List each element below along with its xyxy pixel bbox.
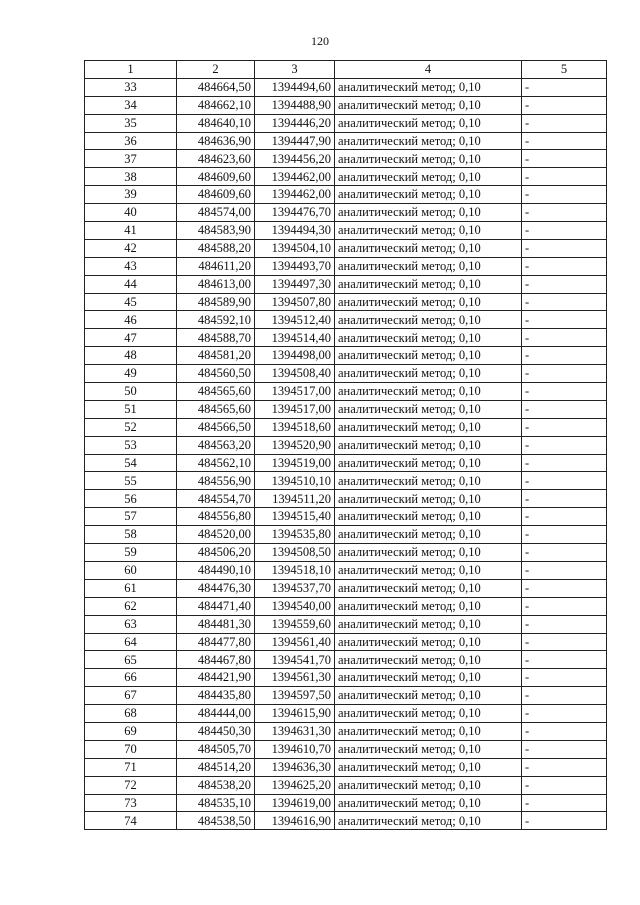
method-accuracy-cell: аналитический метод; 0,10 [335,812,522,830]
x-coordinate-cell: 484588,20 [177,239,255,257]
point-number-cell: 42 [85,239,177,257]
x-coordinate-cell: 484556,90 [177,472,255,490]
table-row [85,740,607,758]
x-coordinate-cell: 484563,20 [177,436,255,454]
method-accuracy-cell: аналитический метод; 0,10 [335,114,522,132]
table-row [85,204,607,222]
y-coordinate-cell: 1394508,50 [255,544,335,562]
table-row [85,239,607,257]
x-coordinate-cell: 484662,10 [177,96,255,114]
description-cell: - [522,436,607,454]
description-cell: - [522,740,607,758]
method-accuracy-cell: аналитический метод; 0,10 [335,239,522,257]
method-accuracy-cell: аналитический метод; 0,10 [335,454,522,472]
x-coordinate-cell: 484538,20 [177,776,255,794]
x-coordinate-cell: 484554,70 [177,490,255,508]
method-accuracy-cell: аналитический метод; 0,10 [335,722,522,740]
method-accuracy-cell: аналитический метод; 0,10 [335,758,522,776]
y-coordinate-cell: 1394518,10 [255,561,335,579]
y-coordinate-cell: 1394493,70 [255,257,335,275]
description-cell: - [522,222,607,240]
y-coordinate-cell: 1394541,70 [255,651,335,669]
x-coordinate-cell: 484636,90 [177,132,255,150]
x-coordinate-cell: 484481,30 [177,615,255,633]
table-row [85,365,607,383]
table-row [85,275,607,293]
x-coordinate-cell: 484565,60 [177,383,255,401]
method-accuracy-cell: аналитический метод; 0,10 [335,222,522,240]
x-coordinate-cell: 484664,50 [177,78,255,96]
description-cell: - [522,257,607,275]
method-accuracy-cell: аналитический метод; 0,10 [335,436,522,454]
coordinates-table [84,60,607,830]
y-coordinate-cell: 1394446,20 [255,114,335,132]
method-accuracy-cell: аналитический метод; 0,10 [335,204,522,222]
y-coordinate-cell: 1394615,90 [255,705,335,723]
description-cell: - [522,454,607,472]
table-row [85,526,607,544]
table-row [85,794,607,812]
point-number-cell: 35 [85,114,177,132]
table-row [85,651,607,669]
method-accuracy-cell: аналитический метод; 0,10 [335,597,522,615]
table-row [85,669,607,687]
description-cell: - [522,544,607,562]
table-row [85,132,607,150]
y-coordinate-cell: 1394514,40 [255,329,335,347]
description-cell: - [522,633,607,651]
description-cell: - [522,239,607,257]
point-number-cell: 72 [85,776,177,794]
description-cell: - [522,812,607,830]
x-coordinate-cell: 484560,50 [177,365,255,383]
description-cell: - [522,114,607,132]
x-coordinate-cell: 484476,30 [177,579,255,597]
x-coordinate-cell: 484565,60 [177,400,255,418]
description-cell: - [522,615,607,633]
method-accuracy-cell: аналитический метод; 0,10 [335,186,522,204]
table-row [85,114,607,132]
table-row [85,168,607,186]
table-row [85,222,607,240]
y-coordinate-cell: 1394561,40 [255,633,335,651]
y-coordinate-cell: 1394497,30 [255,275,335,293]
x-coordinate-cell: 484581,20 [177,347,255,365]
method-accuracy-cell: аналитический метод; 0,10 [335,365,522,383]
description-cell: - [522,168,607,186]
method-accuracy-cell: аналитический метод; 0,10 [335,561,522,579]
x-coordinate-cell: 484609,60 [177,186,255,204]
y-coordinate-cell: 1394535,80 [255,526,335,544]
point-number-cell: 74 [85,812,177,830]
table-row [85,400,607,418]
point-number-cell: 47 [85,329,177,347]
method-accuracy-cell: аналитический метод; 0,10 [335,418,522,436]
point-number-cell: 49 [85,365,177,383]
description-cell: - [522,579,607,597]
table-header-row [85,61,607,79]
description-cell: - [522,526,607,544]
x-coordinate-cell: 484588,70 [177,329,255,347]
method-accuracy-cell: аналитический метод; 0,10 [335,740,522,758]
point-number-cell: 44 [85,275,177,293]
description-cell: - [522,383,607,401]
method-accuracy-cell: аналитический метод; 0,10 [335,490,522,508]
method-accuracy-cell: аналитический метод; 0,10 [335,472,522,490]
description-cell: - [522,669,607,687]
y-coordinate-cell: 1394520,90 [255,436,335,454]
x-coordinate-cell: 484583,90 [177,222,255,240]
method-accuracy-cell: аналитический метод; 0,10 [335,508,522,526]
table-row [85,776,607,794]
description-cell: - [522,418,607,436]
table-row [85,561,607,579]
point-number-cell: 37 [85,150,177,168]
point-number-cell: 43 [85,257,177,275]
method-accuracy-cell: аналитический метод; 0,10 [335,669,522,687]
x-coordinate-cell: 484589,90 [177,293,255,311]
y-coordinate-cell: 1394625,20 [255,776,335,794]
y-coordinate-cell: 1394559,60 [255,615,335,633]
table-row [85,705,607,723]
table-row [85,257,607,275]
point-number-cell: 50 [85,383,177,401]
x-coordinate-cell: 484520,00 [177,526,255,544]
point-number-cell: 51 [85,400,177,418]
table-row [85,436,607,454]
table-row [85,812,607,830]
method-accuracy-cell: аналитический метод; 0,10 [335,776,522,794]
method-accuracy-cell: аналитический метод; 0,10 [335,633,522,651]
x-coordinate-cell: 484609,60 [177,168,255,186]
x-coordinate-cell: 484421,90 [177,669,255,687]
y-coordinate-cell: 1394510,10 [255,472,335,490]
description-cell: - [522,687,607,705]
table-row [85,633,607,651]
y-coordinate-cell: 1394517,00 [255,383,335,401]
point-number-cell: 62 [85,597,177,615]
table-row [85,579,607,597]
x-coordinate-cell: 484477,80 [177,633,255,651]
y-coordinate-cell: 1394462,00 [255,186,335,204]
x-coordinate-cell: 484611,20 [177,257,255,275]
method-accuracy-cell: аналитический метод; 0,10 [335,705,522,723]
point-number-cell: 61 [85,579,177,597]
x-coordinate-cell: 484640,10 [177,114,255,132]
point-number-cell: 66 [85,669,177,687]
method-accuracy-cell: аналитический метод; 0,10 [335,168,522,186]
description-cell: - [522,365,607,383]
table-row [85,293,607,311]
description-cell: - [522,758,607,776]
table-row [85,722,607,740]
description-cell: - [522,722,607,740]
y-coordinate-cell: 1394517,00 [255,400,335,418]
x-coordinate-cell: 484592,10 [177,311,255,329]
point-number-cell: 60 [85,561,177,579]
point-number-cell: 58 [85,526,177,544]
description-cell: - [522,204,607,222]
table-row [85,311,607,329]
description-cell: - [522,400,607,418]
page-number: 120 [311,34,329,48]
y-coordinate-cell: 1394512,40 [255,311,335,329]
method-accuracy-cell: аналитический метод; 0,10 [335,544,522,562]
table-row [85,687,607,705]
description-cell: - [522,597,607,615]
point-number-cell: 56 [85,490,177,508]
x-coordinate-cell: 484514,20 [177,758,255,776]
point-number-cell: 68 [85,705,177,723]
y-coordinate-cell: 1394494,30 [255,222,335,240]
description-cell: - [522,776,607,794]
point-number-cell: 59 [85,544,177,562]
point-number-cell: 70 [85,740,177,758]
description-cell: - [522,651,607,669]
method-accuracy-cell: аналитический метод; 0,10 [335,150,522,168]
point-number-cell: 40 [85,204,177,222]
method-accuracy-cell: аналитический метод; 0,10 [335,275,522,293]
table-row [85,96,607,114]
point-number-cell: 39 [85,186,177,204]
x-coordinate-cell: 484505,70 [177,740,255,758]
table-row [85,150,607,168]
y-coordinate-cell: 1394488,90 [255,96,335,114]
point-number-cell: 38 [85,168,177,186]
point-number-cell: 33 [85,78,177,96]
method-accuracy-cell: аналитический метод; 0,10 [335,78,522,96]
point-number-cell: 54 [85,454,177,472]
description-cell: - [522,329,607,347]
description-cell: - [522,472,607,490]
method-accuracy-cell: аналитический метод; 0,10 [335,687,522,705]
column-header-3: 3 [255,61,335,79]
table-row [85,508,607,526]
method-accuracy-cell: аналитический метод; 0,10 [335,526,522,544]
table-row [85,78,607,96]
method-accuracy-cell: аналитический метод; 0,10 [335,329,522,347]
description-cell: - [522,705,607,723]
y-coordinate-cell: 1394636,30 [255,758,335,776]
description-cell: - [522,78,607,96]
y-coordinate-cell: 1394498,00 [255,347,335,365]
point-number-cell: 53 [85,436,177,454]
method-accuracy-cell: аналитический метод; 0,10 [335,383,522,401]
method-accuracy-cell: аналитический метод; 0,10 [335,794,522,812]
point-number-cell: 46 [85,311,177,329]
point-number-cell: 69 [85,722,177,740]
y-coordinate-cell: 1394511,20 [255,490,335,508]
method-accuracy-cell: аналитический метод; 0,10 [335,132,522,150]
x-coordinate-cell: 484562,10 [177,454,255,472]
description-cell: - [522,561,607,579]
column-header-4: 4 [335,61,522,79]
table-row [85,186,607,204]
y-coordinate-cell: 1394616,90 [255,812,335,830]
table-body [85,78,607,829]
description-cell: - [522,347,607,365]
y-coordinate-cell: 1394476,70 [255,204,335,222]
description-cell: - [522,96,607,114]
column-header-2: 2 [177,61,255,79]
table-row [85,383,607,401]
method-accuracy-cell: аналитический метод; 0,10 [335,257,522,275]
y-coordinate-cell: 1394540,00 [255,597,335,615]
description-cell: - [522,186,607,204]
method-accuracy-cell: аналитический метод; 0,10 [335,400,522,418]
y-coordinate-cell: 1394610,70 [255,740,335,758]
description-cell: - [522,275,607,293]
point-number-cell: 63 [85,615,177,633]
x-coordinate-cell: 484450,30 [177,722,255,740]
x-coordinate-cell: 484490,10 [177,561,255,579]
point-number-cell: 36 [85,132,177,150]
table-row [85,615,607,633]
point-number-cell: 71 [85,758,177,776]
y-coordinate-cell: 1394447,90 [255,132,335,150]
point-number-cell: 34 [85,96,177,114]
table-row [85,454,607,472]
y-coordinate-cell: 1394518,60 [255,418,335,436]
method-accuracy-cell: аналитический метод; 0,10 [335,579,522,597]
table-row [85,490,607,508]
x-coordinate-cell: 484535,10 [177,794,255,812]
y-coordinate-cell: 1394504,10 [255,239,335,257]
point-number-cell: 45 [85,293,177,311]
table-row [85,472,607,490]
method-accuracy-cell: аналитический метод; 0,10 [335,96,522,114]
table-row [85,544,607,562]
point-number-cell: 73 [85,794,177,812]
method-accuracy-cell: аналитический метод; 0,10 [335,347,522,365]
x-coordinate-cell: 484538,50 [177,812,255,830]
table-row [85,597,607,615]
table-row [85,329,607,347]
y-coordinate-cell: 1394537,70 [255,579,335,597]
x-coordinate-cell: 484467,80 [177,651,255,669]
y-coordinate-cell: 1394507,80 [255,293,335,311]
column-header-5: 5 [522,61,607,79]
x-coordinate-cell: 484556,80 [177,508,255,526]
y-coordinate-cell: 1394597,50 [255,687,335,705]
method-accuracy-cell: аналитический метод; 0,10 [335,311,522,329]
x-coordinate-cell: 484471,40 [177,597,255,615]
table-row [85,347,607,365]
point-number-cell: 48 [85,347,177,365]
x-coordinate-cell: 484435,80 [177,687,255,705]
method-accuracy-cell: аналитический метод; 0,10 [335,293,522,311]
y-coordinate-cell: 1394561,30 [255,669,335,687]
y-coordinate-cell: 1394494,60 [255,78,335,96]
x-coordinate-cell: 484574,00 [177,204,255,222]
y-coordinate-cell: 1394519,00 [255,454,335,472]
point-number-cell: 67 [85,687,177,705]
y-coordinate-cell: 1394462,00 [255,168,335,186]
y-coordinate-cell: 1394515,40 [255,508,335,526]
y-coordinate-cell: 1394619,00 [255,794,335,812]
point-number-cell: 55 [85,472,177,490]
description-cell: - [522,150,607,168]
description-cell: - [522,508,607,526]
table-row [85,418,607,436]
y-coordinate-cell: 1394508,40 [255,365,335,383]
y-coordinate-cell: 1394631,30 [255,722,335,740]
x-coordinate-cell: 484506,20 [177,544,255,562]
description-cell: - [522,794,607,812]
column-header-1: 1 [85,61,177,79]
description-cell: - [522,132,607,150]
x-coordinate-cell: 484444,00 [177,705,255,723]
method-accuracy-cell: аналитический метод; 0,10 [335,651,522,669]
point-number-cell: 41 [85,222,177,240]
description-cell: - [522,490,607,508]
x-coordinate-cell: 484613,00 [177,275,255,293]
point-number-cell: 64 [85,633,177,651]
x-coordinate-cell: 484566,50 [177,418,255,436]
point-number-cell: 52 [85,418,177,436]
method-accuracy-cell: аналитический метод; 0,10 [335,615,522,633]
table-row [85,758,607,776]
description-cell: - [522,311,607,329]
x-coordinate-cell: 484623,60 [177,150,255,168]
point-number-cell: 57 [85,508,177,526]
y-coordinate-cell: 1394456,20 [255,150,335,168]
point-number-cell: 65 [85,651,177,669]
description-cell: - [522,293,607,311]
